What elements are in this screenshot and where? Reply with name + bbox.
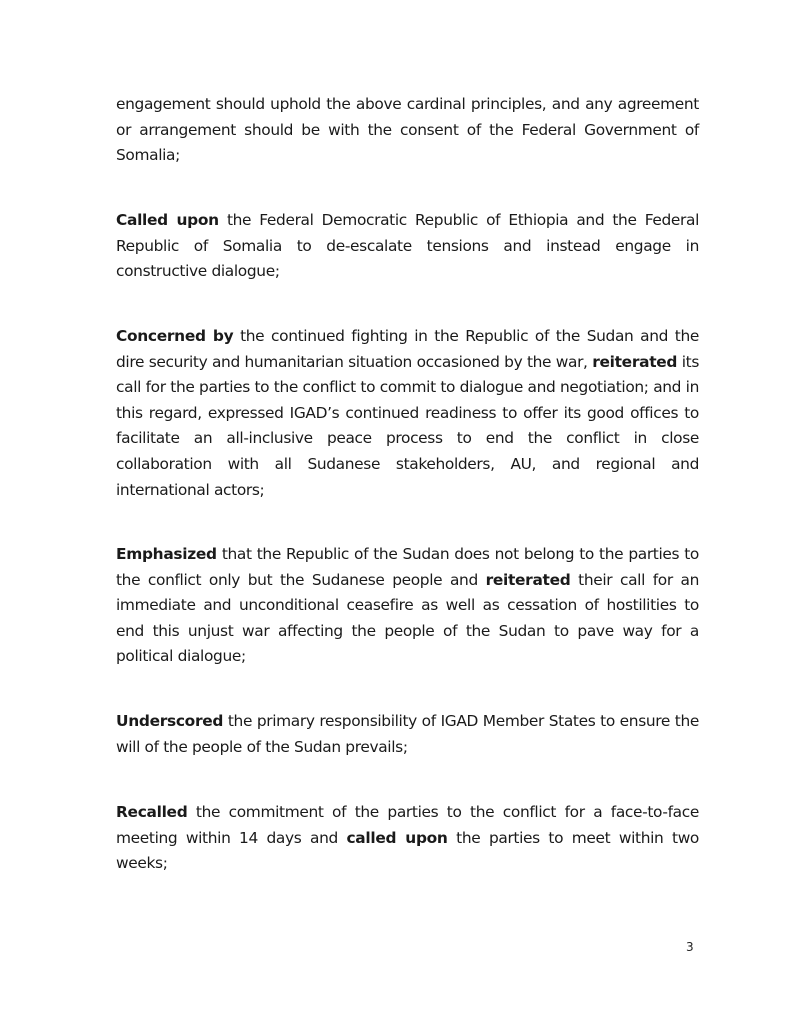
paragraph-consent-of-government (116, 92, 699, 169)
paragraph-text: its call for the parties to the conflict to commit to dialogue and negotiation; and in this regard, expressed IGAD’s continued readiness to offer its good offices to facilitate an all-inclusive peace process to end the conflict in close collaboration with all Sudanese stakeholders, AU, and regional and international actors; (116, 352, 699, 499)
paragraph-text: the parties to meet within two weeks; (116, 828, 699, 873)
page-number: 3 (686, 940, 694, 954)
paragraph-text: their call for an immediate and unconditional ceasefire as well as cessation of hostilities to end this unjust war affecting the people of the Sudan to pave way for a political dialogue; (116, 570, 699, 666)
paragraph-text: that the Republic of the Sudan does not belong to the parties to the conflict only but the Sudanese people and (116, 545, 699, 589)
paragraph-concerned-by-sudan (116, 324, 699, 503)
paragraph-text: the Federal Democratic Republic of Ethiopia and the Federal Republic of Somalia to de-escalate tensions and instead engage in constructive dialogue; (116, 211, 699, 281)
bold-keyword: Underscored (116, 712, 224, 730)
bold-keyword: called upon (346, 828, 448, 847)
paragraph-text: the primary responsibility of IGAD Member States to ensure the will of the people of the Sudan prevails; (116, 712, 699, 756)
paragraph-emphasized-sudanese-people (116, 542, 699, 670)
bold-keyword: Recalled (116, 803, 188, 821)
paragraph-text: the continued fighting in the Republic of the Sudan and the dire security and humanitarian situation occasioned by the war, (116, 327, 699, 371)
bold-keyword: Emphasized (116, 545, 217, 563)
paragraph-text: the commitment of the parties to the conflict for a face-to-face meeting within 14 days and (116, 803, 699, 847)
bold-keyword: reiterated (485, 570, 571, 589)
paragraph-text: engagement should uphold the above cardinal principles, and any agreement or arrangement should be with the consent of the Federal Government of Somalia; (116, 95, 699, 165)
bold-keyword: reiterated (592, 352, 678, 371)
paragraph-called-upon-ethiopia-somalia (116, 208, 699, 285)
paragraph-recalled-commitment (116, 800, 699, 877)
bold-keyword: Concerned by (116, 327, 234, 345)
paragraph-underscored-responsibility (116, 709, 699, 760)
bold-keyword: Called upon (116, 211, 219, 229)
